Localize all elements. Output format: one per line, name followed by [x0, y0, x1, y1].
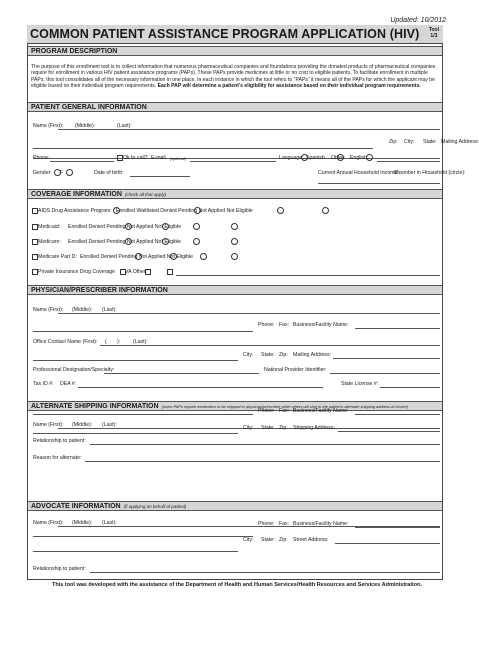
alternate-reason-label: Reason for alternate:: [33, 455, 82, 461]
gender-f-radio[interactable]: [66, 169, 73, 176]
alternate-middle-label: (Middle):: [72, 422, 93, 428]
alternate-business-field[interactable]: [355, 414, 440, 415]
other-coverage-checkbox[interactable]: [145, 269, 151, 275]
medicaid-options: Enrolled Denied Pending Not Applied Not Eligible: [68, 224, 182, 230]
title-bar: [27, 25, 443, 44]
alternate-phone-label: Phone:: [258, 408, 275, 414]
alternate-city-field[interactable]: [33, 433, 238, 434]
dea-field[interactable]: [78, 387, 323, 388]
alternate-shipping-address-field[interactable]: [338, 431, 440, 432]
office-contact-label: Office Contact Name (First):: [33, 339, 98, 345]
patient-mailing-field[interactable]: [33, 148, 373, 149]
prescriber-mailing-label: Mailing Address:: [293, 352, 332, 358]
patient-email-field[interactable]: [190, 161, 276, 162]
medicaid-not-eligible-radio[interactable]: [193, 223, 200, 230]
medicare-label: Medicare:: [38, 239, 61, 245]
adap-enrolled-radio[interactable]: [113, 207, 120, 214]
advocate-phone-label: Phone:: [258, 521, 275, 527]
advocate-city-field[interactable]: [33, 551, 238, 552]
advocate-middle-label: (Middle):: [72, 520, 93, 526]
medicaid-pending-radio[interactable]: [125, 223, 132, 230]
medicaid-label: Medicaid:: [38, 224, 61, 230]
alternate-relationship-field[interactable]: [90, 444, 440, 445]
private-insurance-label: Private Insurance Drug Coverage: [38, 269, 115, 275]
patient-zip-label: Zip:: [389, 139, 398, 145]
patient-city-label: City:: [404, 139, 415, 145]
prescriber-middle-label: (Middle):: [72, 307, 93, 313]
patient-last-label: (Last):: [117, 123, 132, 129]
dea-label: DEA #:: [60, 381, 77, 387]
alternate-last-label: (Last):: [102, 422, 117, 428]
patient-info-header: [28, 102, 442, 112]
adap-extra-radio[interactable]: [322, 207, 329, 214]
gender-f-label: F: [60, 170, 64, 176]
advocate-fax-label: Fax:: [279, 521, 290, 527]
alternate-shipping-address-label: Shipping Address:: [293, 425, 335, 431]
prescriber-header: [28, 285, 442, 295]
alternate-phone-field[interactable]: [33, 414, 253, 415]
medicare-d-not-eligible-radio[interactable]: [200, 253, 207, 260]
advocate-city-label: City:: [243, 537, 254, 543]
alternate-shipping-heading: [31, 402, 408, 411]
advocate-heading: [31, 502, 186, 511]
advocate-zip-label: Zip:: [279, 537, 288, 543]
coverage-heading: [31, 190, 166, 199]
alternate-zip-label: Zip:: [279, 425, 288, 431]
alternate-shipping-note: (some PAPs require medication to be shipped to physician/prescriber while others will ship to the patient's alternate shipping address of choice): [161, 404, 408, 409]
alternate-business-label: Business/Facility Name:: [293, 408, 349, 414]
npi-field[interactable]: [330, 373, 440, 374]
prescriber-city-label: City:: [243, 352, 254, 358]
medicare-d-label: Medicare Part D:: [38, 254, 77, 260]
medicare-d-options: Enrolled Denied Pending Not Applied Not Eligible: [80, 254, 194, 260]
coverage-header: [28, 189, 442, 199]
medicare-extra-radio[interactable]: [231, 238, 238, 245]
patient-phone-label: Phone:: [33, 155, 50, 161]
medicare-d-applied-radio[interactable]: [170, 253, 177, 260]
patient-address-field[interactable]: [33, 158, 440, 159]
npi-label: National Provider Identifier:: [264, 367, 327, 373]
medicare-not-eligible-radio[interactable]: [193, 238, 200, 245]
advocate-name-label: Name (First):: [33, 520, 64, 526]
advocate-street-field[interactable]: [335, 543, 440, 544]
prescriber-heading: PHYSICIAN/PRESCRIBER INFORMATION: [31, 287, 168, 294]
alternate-reason-field[interactable]: [85, 461, 440, 462]
prescriber-last-label: (Last):: [102, 307, 117, 313]
alternate-fax-label: Fax:: [279, 408, 290, 414]
program-description-heading: PROGRAM DESCRIPTION: [31, 48, 118, 55]
va-checkbox[interactable]: [120, 269, 126, 275]
advocate-phone-field[interactable]: [33, 536, 253, 537]
advocate-business-label: Business/Facility Name:: [293, 521, 349, 527]
va-other-options: VA Other:: [125, 269, 148, 275]
tax-id-label: Tax ID #:: [33, 381, 54, 387]
prescriber-zip-label: Zip:: [279, 352, 288, 358]
advocate-state-label: State:: [261, 537, 275, 543]
alternate-shipping-header: [28, 401, 442, 411]
dob-field[interactable]: [130, 176, 190, 177]
patient-name-label: Name (First):: [33, 123, 64, 129]
gender-label: Gender:: [33, 170, 52, 176]
office-contact-field[interactable]: [100, 345, 440, 346]
english-label: English: [350, 155, 368, 161]
program-description-bold: Each PAP will determine a patient's eligibility for assistance based on their individual program requirements.: [157, 83, 421, 90]
prescriber-name-field[interactable]: [58, 313, 440, 314]
prescriber-mailing-field[interactable]: [333, 358, 440, 359]
coverage-note: (check all that apply): [124, 192, 167, 197]
medicare-d-pending-radio[interactable]: [135, 253, 142, 260]
footer-note: This tool was developed with the assistance of the Department of Health and Human Services/Health Resources and Services Administration.: [52, 582, 422, 588]
english-radio[interactable]: [366, 154, 373, 161]
other-coverage-field[interactable]: [176, 275, 440, 276]
patient-info-heading: PATIENT GENERAL INFORMATION: [31, 104, 147, 111]
alternate-shipping-title: ALTERNATE SHIPPING INFORMATION: [31, 403, 159, 410]
medicare-pending-radio[interactable]: [125, 238, 132, 245]
patient-middle-label: (Middle):: [75, 123, 96, 129]
tool-page: 1/3: [430, 33, 438, 39]
other-coverage-box[interactable]: [167, 269, 173, 275]
page-title: COMMON PATIENT ASSISTANCE PROGRAM APPLICATION (HIV): [30, 27, 420, 41]
patient-state-label: State:: [423, 139, 437, 145]
coverage-title: COVERAGE INFORMATION: [31, 191, 122, 198]
patient-name-field[interactable]: [58, 129, 440, 130]
office-contact-last-label: (Last):: [133, 339, 148, 345]
email-optional-note: (optional): [170, 157, 186, 161]
professional-designation-field[interactable]: [104, 373, 259, 374]
medicare-options: Enrolled Denied Pending Not Applied Not Eligible: [68, 239, 182, 245]
patient-phone-field[interactable]: [50, 161, 114, 162]
program-description-body: The purpose of this enrollment tool is to collect information that numerous pharmaceutical companies and foundations providing the donated products of pharmaceutical companies require for enrollment in various HIV patient assistance programs (PAPs). These PAPs provide medicines at little or no cost to eligible patients. To facilitate enrollment in multiple PAPs, this tool consolidates all of the necessary information in one place. In each instance in which the tool refers to "PAPs" it means all of the PAPs for which the applicant may be eligible based on their individual program requirements.: [31, 64, 436, 90]
prescriber-city-field[interactable]: [33, 360, 238, 361]
medicaid-applied-radio[interactable]: [162, 223, 169, 230]
alternate-city-label: City:: [243, 425, 254, 431]
prescriber-name-label: Name (First):: [33, 307, 64, 313]
prescriber-fax-label: Fax:: [279, 322, 290, 328]
prescriber-business-label: Business/Facility Name:: [293, 322, 349, 328]
patient-mailing-label: Mailing Address:: [441, 139, 479, 145]
advocate-header: [28, 501, 442, 511]
prescriber-state-label: State:: [261, 352, 275, 358]
advocate-note: (if applying on behalf of patient): [123, 504, 187, 509]
advocate-relationship-field[interactable]: [90, 572, 440, 573]
program-description-header: [28, 46, 442, 56]
language-label: Language:: [279, 155, 304, 161]
medicare-applied-radio[interactable]: [162, 238, 169, 245]
alternate-relationship-label: Relationship to patient:: [33, 438, 86, 444]
adap-pending-radio[interactable]: [194, 207, 201, 214]
adap-label: AIDS Drug Assistance Program:: [38, 208, 112, 214]
tool-label: Tool: [428, 27, 439, 33]
updated-date: Updated: 10/2012: [390, 17, 446, 24]
income-field[interactable]: [318, 183, 440, 184]
office-contact-paren-open: (: [105, 339, 107, 345]
professional-designation-label: Professional Designation/Specialty:: [33, 367, 115, 373]
other-language-label: Other:: [331, 155, 346, 161]
prescriber-business-field[interactable]: [355, 328, 440, 329]
alternate-state-label: State:: [261, 425, 275, 431]
spanish-label: Spanish: [306, 155, 325, 161]
advocate-relationship-label: Relationship to patient:: [33, 566, 86, 572]
prescriber-phone-label: Phone:: [258, 322, 275, 328]
state-license-field[interactable]: [380, 387, 440, 388]
medicare-d-extra-radio[interactable]: [231, 253, 238, 260]
prescriber-phone-field[interactable]: [33, 331, 253, 332]
ok-to-call-label: Ok to call?: [123, 155, 148, 161]
dob-label: Date of birth:: [94, 170, 124, 176]
advocate-business-field[interactable]: [355, 527, 440, 528]
adap-options: Enrolled Waitlisted Denied Pending Not Applied Not Eligible: [116, 208, 253, 214]
advocate-last-label: (Last):: [102, 520, 117, 526]
email-label: E-mail: [151, 155, 166, 161]
advocate-street-label: Street Address:: [293, 537, 329, 543]
tool-page-indicator: [429, 27, 439, 39]
office-contact-paren-close: ):: [117, 339, 121, 345]
advocate-title: ADVOCATE INFORMATION: [31, 503, 121, 510]
household-label: $Number in Household (circle):: [394, 170, 466, 176]
income-label: Current Annual Household Income:: [318, 170, 399, 176]
medicaid-extra-radio[interactable]: [231, 223, 238, 230]
alternate-name-label: Name (First):: [33, 422, 64, 428]
state-license-label: State License #:: [341, 381, 379, 387]
adap-not-eligible-radio[interactable]: [277, 207, 284, 214]
other-language-field[interactable]: [377, 161, 440, 162]
program-description-text: [31, 64, 439, 90]
